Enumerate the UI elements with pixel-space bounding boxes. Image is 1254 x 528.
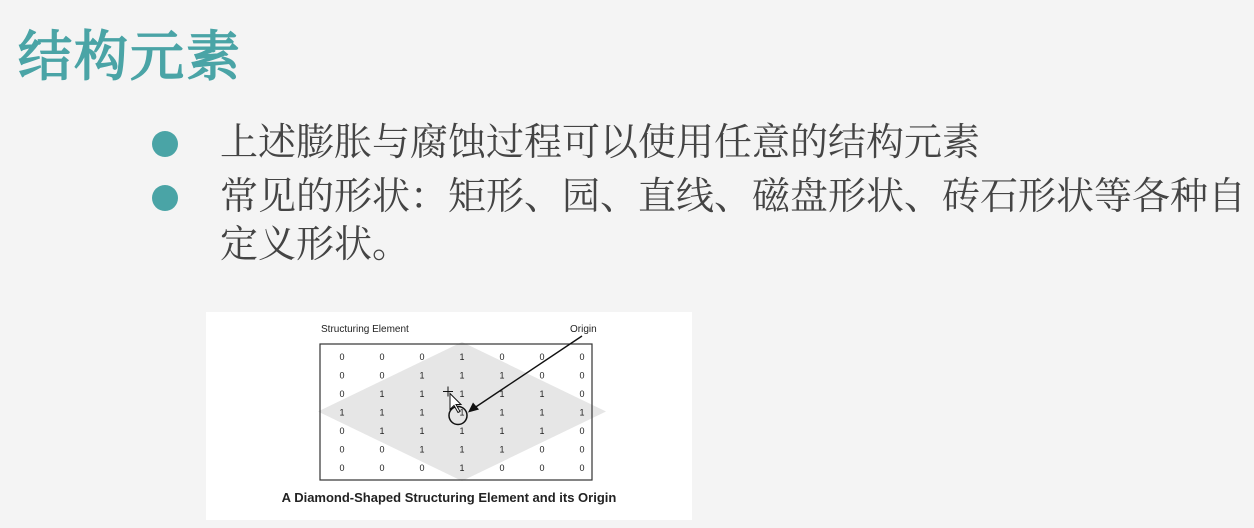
matrix-cell: 0 [379,370,385,381]
matrix-cell: 0 [539,463,545,473]
matrix-cell: 1 [419,444,425,455]
matrix-cell: 0 [339,426,345,436]
matrix-cell: 1 [459,370,465,381]
matrix-cell: 1 [419,389,425,399]
matrix-cell: 1 [499,407,505,418]
slide-title: 结构元素 [18,25,242,88]
matrix-cell: 0 [579,389,585,399]
matrix-cell: 0 [379,352,385,362]
matrix-cell: 0 [579,352,585,362]
matrix-cell: 0 [579,463,585,473]
bullet-item [150,118,1250,166]
matrix-cell: 1 [379,407,385,418]
matrix-cell: 0 [379,444,385,455]
matrix-cell: 0 [339,352,345,362]
matrix-cell: 0 [539,444,545,455]
bullet-dot-icon [152,131,178,157]
matrix-cell: 1 [539,407,545,418]
bullet-dot-icon [152,185,178,211]
matrix-cell: 0 [419,352,425,362]
matrix-cell: 1 [579,407,585,418]
bullet-list [150,118,1250,274]
matrix-cell: 1 [419,370,425,381]
matrix-cell: 0 [419,463,425,473]
matrix-cell: 1 [459,463,465,473]
matrix-cell: 1 [499,444,505,455]
bullet-text: 常见的形状：矩形、园、直线、磁盘形状、砖石形状等各种自定义形状。 [220,174,1247,266]
matrix-cell: 0 [499,463,505,473]
matrix-cell: 1 [339,407,345,418]
matrix-cell: 1 [499,426,505,436]
origin-label: Origin [570,324,597,335]
matrix-cell: 1 [419,407,425,418]
matrix-cell: 1 [539,426,545,436]
matrix-cell: 0 [379,463,385,473]
matrix-cell: 0 [339,463,345,473]
figure-caption: A Diamond-Shaped Structuring Element and its Origin [281,490,617,505]
bullet-item [150,172,1250,268]
matrix-cell: 0 [339,370,345,381]
matrix-cell: 1 [539,389,545,399]
matrix-cell: 0 [579,444,585,455]
matrix-cell: 0 [339,389,345,399]
matrix-cell: 0 [339,444,345,455]
matrix-cell: 1 [379,426,385,436]
matrix-cell: 1 [499,370,505,381]
structuring-element-figure [206,312,692,520]
matrix-cell: 1 [459,407,465,418]
bullet-text: 上述膨胀与腐蚀过程可以使用任意的结构元素 [220,120,981,164]
matrix-cell: 1 [459,444,465,455]
matrix-cell: 0 [579,426,585,436]
matrix-cell: 1 [459,352,465,362]
matrix-diagram [206,312,692,490]
matrix-cell: 0 [539,352,545,362]
matrix-cell: 1 [419,426,425,436]
matrix-cell: 1 [459,389,465,399]
matrix-cell: 0 [579,370,585,381]
matrix-cell: 0 [499,352,505,362]
matrix-cell: 0 [539,370,545,381]
matrix-cell: 1 [459,426,465,436]
matrix-cell: 1 [379,389,385,399]
matrix-cell: 1 [499,389,505,399]
structuring-element-label: Structuring Element [321,324,409,335]
